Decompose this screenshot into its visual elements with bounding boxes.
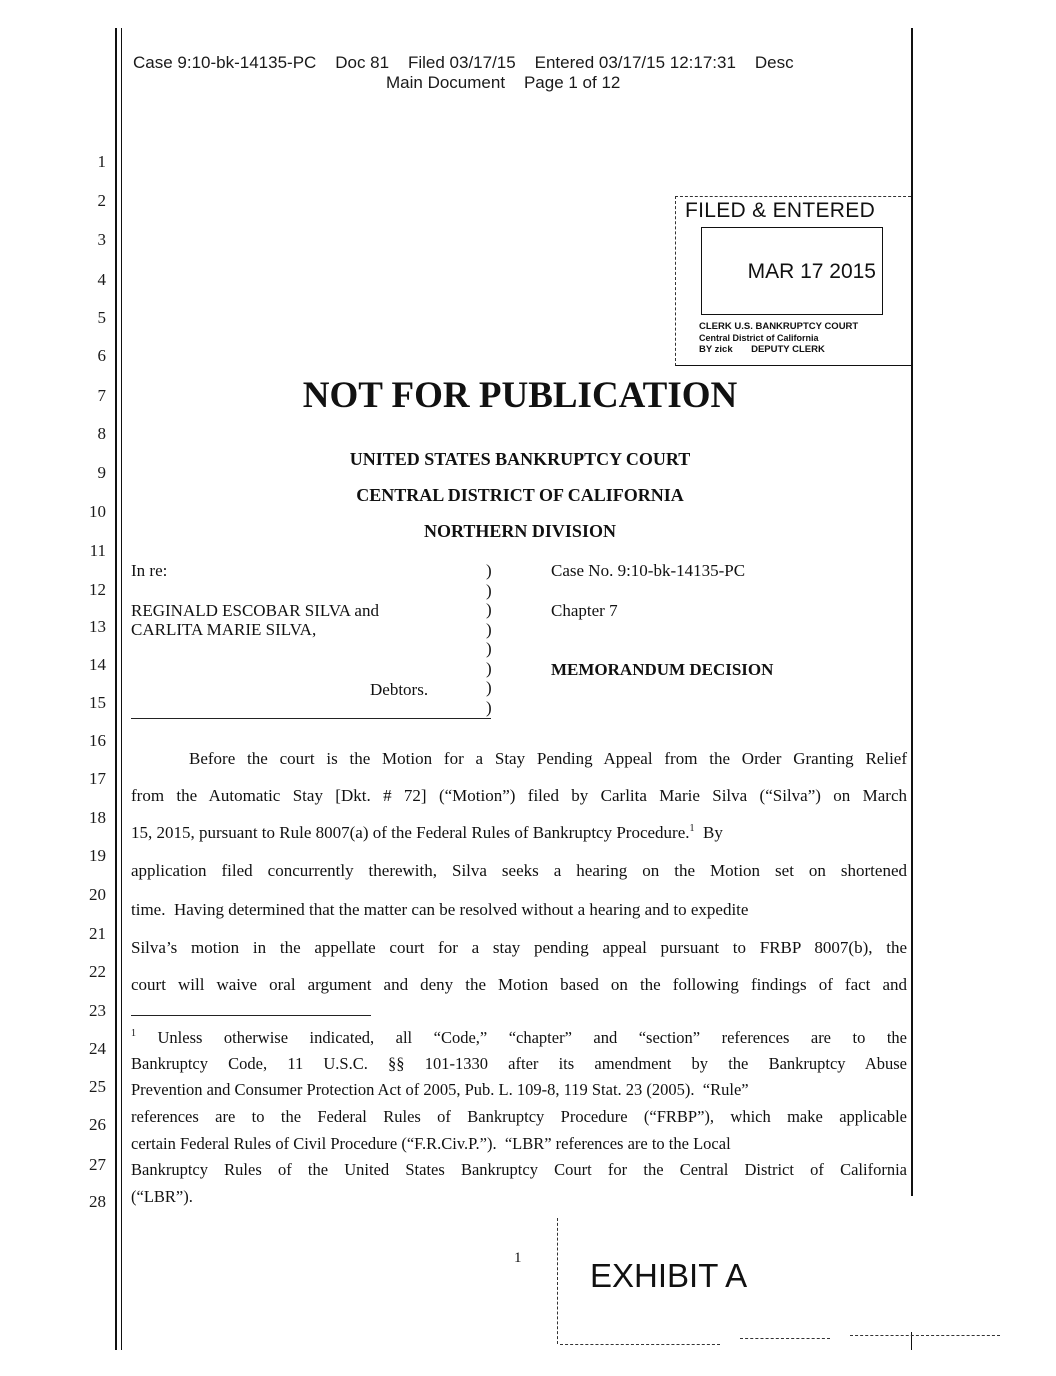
- footnote-reference: 1: [689, 823, 695, 834]
- body-line-7: court will waive oral argument and deny the Motion based on the following findings of fact and: [131, 975, 907, 994]
- memorandum-decision-title: MEMORANDUM DECISION: [551, 660, 774, 679]
- line-number: 20: [89, 885, 106, 904]
- stamp-district-line: Central District of California: [699, 333, 819, 343]
- in-re-label: In re:: [131, 561, 168, 580]
- line-number: 13: [89, 617, 106, 636]
- footnote-line-3: Prevention and Consumer Protection Act of 2005, Pub. L. 109-8, 119 Stat. 23 (2005). “Rule”: [131, 1080, 749, 1099]
- line-number: 5: [97, 308, 106, 327]
- body-line-6: Silva’s motion in the appellate court for a stay pending appeal pursuant to FRBP 8007(b), the: [131, 938, 907, 957]
- line-number: 21: [89, 924, 106, 943]
- line-number: 18: [89, 808, 106, 827]
- stamp-date: MAR 17 2015: [747, 260, 876, 283]
- line-number: 11: [89, 541, 106, 560]
- exhibit-a-label: EXHIBIT A: [590, 1257, 748, 1294]
- case-header-line2: Main Document Page 1 of 12: [386, 73, 621, 92]
- line-number: 4: [97, 270, 106, 289]
- caption-paren: ): [486, 561, 492, 580]
- footnote-line-1: [131, 1028, 907, 1048]
- caption-paren: ): [486, 580, 492, 600]
- exhibit-border-left: [557, 1218, 558, 1344]
- line-number: 16: [89, 731, 106, 750]
- stamp-date-box: [701, 227, 883, 315]
- footnote-line-2: Bankruptcy Code, 11 U.S.C. §§ 101-1330 after its amendment by the Bankruptcy Abuse: [131, 1054, 907, 1073]
- line-number: 12: [89, 580, 106, 599]
- line-number: 10: [89, 502, 106, 521]
- line-number: 28: [89, 1192, 106, 1211]
- footnote-line-4: references are to the Federal Rules of Bankruptcy Procedure (“FRBP”), which make applicable: [131, 1107, 907, 1126]
- stamp-by-line: BY zick DEPUTY CLERK: [699, 344, 825, 355]
- line-number: 17: [89, 769, 106, 788]
- line-number: 3: [97, 230, 106, 249]
- footnote-line-6: Bankruptcy Rules of the United States Bankruptcy Court for the Central District of California: [131, 1160, 907, 1179]
- caption-paren: ): [486, 658, 492, 678]
- not-for-publication-heading: NOT FOR PUBLICATION: [302, 375, 738, 416]
- debtors-label: Debtors.: [370, 680, 429, 699]
- caption-bottom-rule: [131, 718, 491, 719]
- line-number: 19: [89, 846, 106, 865]
- line-number: 27: [89, 1155, 106, 1174]
- body-line-2: from the Automatic Stay [Dkt. # 72] (“Motion”) filed by Carlita Marie Silva (“Silva”) on March: [131, 786, 907, 805]
- line-number: 15: [89, 693, 106, 712]
- caption-paren: ): [486, 697, 492, 717]
- line-number: 14: [89, 655, 106, 674]
- footnote-marker: 1: [131, 1028, 136, 1039]
- page-number: 1: [514, 1250, 522, 1266]
- district-heading: CENTRAL DISTRICT OF CALIFORNIA: [356, 485, 684, 505]
- left-margin-line-inner: [121, 28, 122, 1350]
- body-line-1: Before the court is the Motion for a Stay Pending Appeal from the Order Granting Relief: [189, 749, 907, 768]
- footnote-separator: [131, 1015, 371, 1016]
- filed-stamp: [675, 196, 911, 366]
- caption-paren: ): [486, 619, 492, 639]
- debtor-line1: REGINALD ESCOBAR SILVA and: [131, 601, 379, 620]
- line-number: 25: [89, 1077, 106, 1096]
- case-number: Case No. 9:10-bk-14135-PC: [551, 561, 746, 580]
- court-heading: UNITED STATES BANKRUPTCY COURT: [349, 449, 691, 469]
- caption-paren: ): [486, 600, 492, 619]
- body-line-5: time. Having determined that the matter can be resolved without a hearing and to expedite: [131, 900, 749, 919]
- debtor-line2: CARLITA MARIE SILVA,: [131, 620, 317, 639]
- right-margin-line: [911, 28, 913, 1196]
- line-number: 9: [97, 463, 106, 482]
- left-margin-line-outer: [115, 28, 117, 1350]
- footnote-line-1-text: Unless otherwise indicated, all “Code,” “chapter” and “section” references are to the: [136, 1028, 907, 1047]
- line-number: 6: [97, 346, 106, 365]
- footnote-line-5: certain Federal Rules of Civil Procedure (“F.R.Civ.P.”). “LBR” references are to the Local: [131, 1134, 731, 1153]
- exhibit-border-bottom: [560, 1344, 720, 1345]
- body-line-4: application filed concurrently therewith, Silva seeks a hearing on the Motion set on shortened: [131, 861, 907, 880]
- line-number: 23: [89, 1001, 106, 1020]
- line-number: 8: [97, 424, 106, 443]
- caption-paren: ): [486, 678, 492, 697]
- line-number: 24: [89, 1039, 106, 1058]
- line-number: 1: [97, 152, 106, 171]
- caption-paren: ): [486, 639, 492, 658]
- line-number: 22: [89, 962, 106, 981]
- case-header-line1: Case 9:10-bk-14135-PC Doc 81 Filed 03/17/15 Entered 03/17/15 12:17:31 Desc: [133, 53, 794, 72]
- stamp-clerk-line: CLERK U.S. BANKRUPTCY COURT: [699, 321, 859, 332]
- body-line-3-tail: By: [694, 823, 723, 842]
- chapter: Chapter 7: [551, 601, 618, 620]
- line-number: 2: [97, 191, 106, 210]
- line-number: 7: [97, 386, 106, 405]
- division-heading: NORTHERN DIVISION: [424, 521, 616, 541]
- body-line-3-text: 15, 2015, pursuant to Rule 8007(a) of the Federal Rules of Bankruptcy Procedure.: [131, 823, 690, 842]
- body-line-3: [131, 823, 907, 843]
- stamp-title: FILED & ENTERED: [685, 199, 876, 222]
- exhibit-border-bottom-2: [740, 1338, 830, 1339]
- exhibit-border-bottom-3: [850, 1335, 1000, 1336]
- line-number: 26: [89, 1115, 106, 1134]
- footnote-line-7: (“LBR”).: [131, 1187, 193, 1206]
